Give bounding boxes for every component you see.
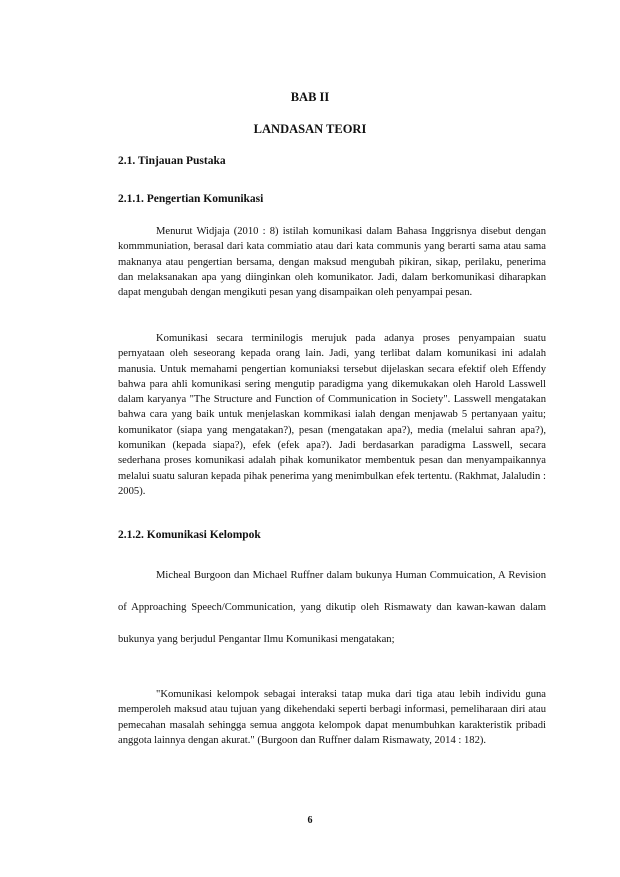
paragraph-lasswell: Komunikasi secara terminilogis merujuk pada adanya proses penyampaian suatu pernyataan oleh seseorang kepada orang lain. Jadi, yang terlibat dalam komunikasi ini adalah manusia. Untuk memahami pengertian komuniaksi tersebut dijelaskan secara efektif oleh Effendy bahwa para ahli komunikasi sering mengutip paradigma yang dikemukakan oleh Harold Lasswell dalam karyanya "The Structure and Function of Communication in Society". Lasswell mengatakan bahwa cara yang baik untuk menjelaskan kommikasi ialah dengan menjawab 5 pertanyaan yaitu; komunikator (siapa yang mengatakan?), pesan (mengatakan apa?), media (melalui sahran apa?), komunikan (kepada siapa?), efek (efek apa?). Jadi berdasarkan paradigma Lasswell, secara sederhana proses komunikasi adalah pihak komunikator membentuk pesan dan menyampaikannya melalui suatu saluran kepada pihak penerima yang menimbulkan efek tertentu. (Rakhmat, Jalaludin : 2005). [118,333,546,497]
block-quote: "Komunikasi kelompok sebagai interaksi tatap muka dari tiga atau lebih individu guna memperoleh maksud atau tujuan yang dikehendaki seperti berbagi informasi, pemeliharaan diri atau pemecahan masalah sehingga semua anggota kelompok dapat menumbuhkan karakteristik pribadi anggota lainnya dengan akurat." (Burgoon dan Ruffner dalam Rismawaty, 2014 : 182). [118,689,546,746]
paragraph-burgoon: Micheal Burgoon dan Michael Ruffner dalam bukunya Human Commuication, A Revision of Approaching Speech/Communication, yang dikutip oleh Rismawaty dan kawan-kawan dalam bukunya yang berjudul Pengantar Ilmu Komunikasi mengatakan; [118,570,546,646]
paragraph-definition: Menurut Widjaja (2010 : 8) istilah komunikasi dalam Bahasa Inggrisnya disebut dengan kommmuniation, berasal dari kata commiatio atau dari kata communis yang berarti sama atau sama maknanya atau pengertian bersama, dengan maksud mengubah pikiran, sikap, perilaku, penerima dan melaksanakan apa yang diinginkan oleh komunikator. Jadi, dalam berkomunikasi diharapkan dapat mengubah dengan mengikuti pesan yang disampaikan oleh penyampai pesan. [118,226,546,299]
page-number: 6 [307,815,313,826]
section-heading-2-1: 2.1. Tinjauan Pustaka [118,155,226,167]
section-heading-2-1-2: 2.1.2. Komunikasi Kelompok [118,529,261,541]
chapter-title: LANDASAN TEORI [253,122,367,136]
section-heading-2-1-1: 2.1.1. Pengertian Komunikasi [118,193,264,205]
chapter-number: BAB II [290,90,330,104]
